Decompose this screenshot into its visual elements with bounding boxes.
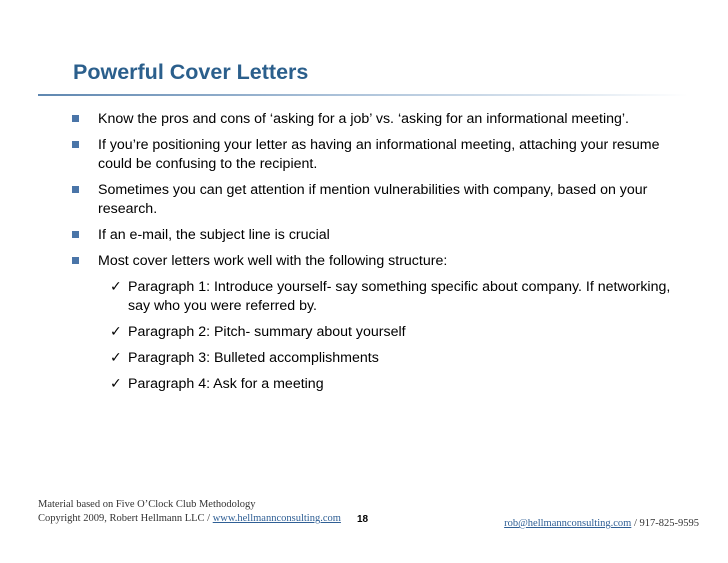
sub-bullet-text: Paragraph 4: Ask for a meeting: [128, 376, 324, 392]
title-divider: [38, 94, 688, 96]
email-link[interactable]: rob@hellmannconsulting.com: [504, 518, 632, 529]
list-item: [70, 181, 680, 219]
slide-title: Powerful Cover Letters: [73, 60, 309, 84]
bullet-text: Sometimes you can get attention if mention vulnerabilities with company, based on your research.: [98, 182, 648, 217]
sub-list-item: [98, 323, 680, 342]
bullet-text: Know the pros and cons of ‘asking for a job’ vs. ‘asking for an informational meeting’.: [98, 111, 629, 127]
sub-bullet-list: [98, 278, 680, 394]
list-item: [70, 252, 680, 394]
list-item: [70, 136, 680, 174]
checkmark-icon: ✓: [110, 279, 122, 295]
sub-list-item: [98, 278, 680, 316]
page-number: 18: [357, 514, 369, 525]
sub-bullet-text: Paragraph 3: Bulleted accomplishments: [128, 350, 379, 366]
sub-list-item: [98, 349, 680, 368]
sub-bullet-text: Paragraph 1: Introduce yourself- say something specific about company. If networking, say who you were referred by.: [128, 279, 671, 314]
square-bullet-icon: [72, 231, 79, 238]
sub-bullet-text: Paragraph 2: Pitch- summary about yourself: [128, 324, 406, 340]
list-item: [70, 226, 680, 245]
bullet-list: [70, 110, 680, 401]
square-bullet-icon: [72, 186, 79, 193]
checkmark-icon: ✓: [110, 376, 122, 392]
square-bullet-icon: [72, 115, 79, 122]
bullet-text: If an e-mail, the subject line is crucial: [98, 227, 330, 243]
square-bullet-icon: [72, 257, 79, 264]
footer-attribution: Material based on Five O’Clock Club Methodology: [38, 499, 256, 510]
checkmark-icon: ✓: [110, 350, 122, 366]
phone-text: / 917-825-9595: [631, 518, 699, 529]
list-item: [70, 110, 680, 129]
square-bullet-icon: [72, 141, 79, 148]
bullet-text: Most cover letters work well with the following structure:: [98, 253, 448, 269]
website-link[interactable]: www.hellmannconsulting.com: [212, 513, 341, 524]
checkmark-icon: ✓: [110, 324, 122, 340]
copyright-text: Copyright 2009, Robert Hellmann LLC /: [38, 513, 213, 524]
bullet-text: If you’re positioning your letter as having an informational meeting, attaching your resume could be confusing to the recipient.: [98, 137, 660, 172]
sub-list-item: [98, 375, 680, 394]
footer-contact: [504, 518, 699, 529]
